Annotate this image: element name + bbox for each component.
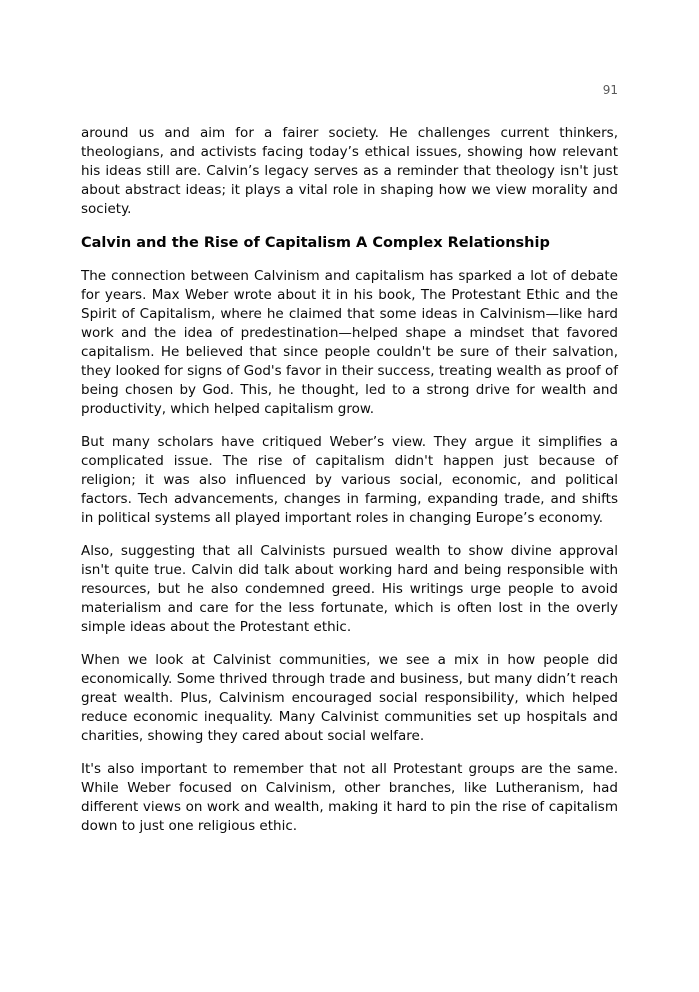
paragraph-calvinist-communities: When we look at Calvinist communities, we see a mix in how people did economically. Some thrived through trade and business, but many didn’t reach great wealth. Plus, Calvinism encouraged social responsibility, which helped reduce economic inequality. Many Calvinist communities set up hospitals and charities, showing they cared about social welfare. <box>81 652 618 744</box>
paragraph-scholars-critique: But many scholars have critiqued Weber’s view. They argue it simplifies a complicated issue. The rise of capitalism didn't happen just because of religion; it was also influenced by various social, economic, and political factors. Tech advancements, changes in farming, expanding trade, and shifts in political systems all played important roles in changing Europe’s economy. <box>81 434 618 526</box>
paragraph-weber-thesis: The connection between Calvinism and capitalism has sparked a lot of debate for years. Max Weber wrote about it in his book, The Protestant Ethic and the Spirit of Capitalism, where he claimed that some ideas in Calvinism—like hard work and the idea of predestination—helped shape a mindset that favored capitalism. He believed that since people couldn't be sure of their salvation, they looked for signs of God's favor in their success, treating wealth as proof of being chosen by God. This, he thought, led to a strong drive for wealth and productivity, which helped capitalism grow. <box>81 268 618 417</box>
section-heading: Calvin and the Rise of Capitalism A Complex Relationship <box>81 235 550 251</box>
page-number: 91 <box>602 83 618 97</box>
page-content <box>81 124 618 850</box>
paragraph-protestant-groups: It's also important to remember that not all Protestant groups are the same. While Weber focused on Calvinism, other branches, like Lutheranism, had different views on work and wealth, making it hard to pin the rise of capitalism down to just one religious ethic. <box>81 761 618 834</box>
paragraph-calvin-greed: Also, suggesting that all Calvinists pursued wealth to show divine approval isn't quite true. Calvin did talk about working hard and being responsible with resources, but he also condemned greed. His writings urge people to avoid materialism and care for the less fortunate, which is often lost in the overly simple ideas about the Protestant ethic. <box>81 543 618 635</box>
paragraph-calvin-legacy: around us and aim for a fairer society. He challenges current thinkers, theologians, and activists facing today’s ethical issues, showing how relevant his ideas still are. Calvin’s legacy serves as a reminder that theology isn't just about abstract ideas; it plays a vital role in shaping how we view morality and society. <box>81 125 618 217</box>
